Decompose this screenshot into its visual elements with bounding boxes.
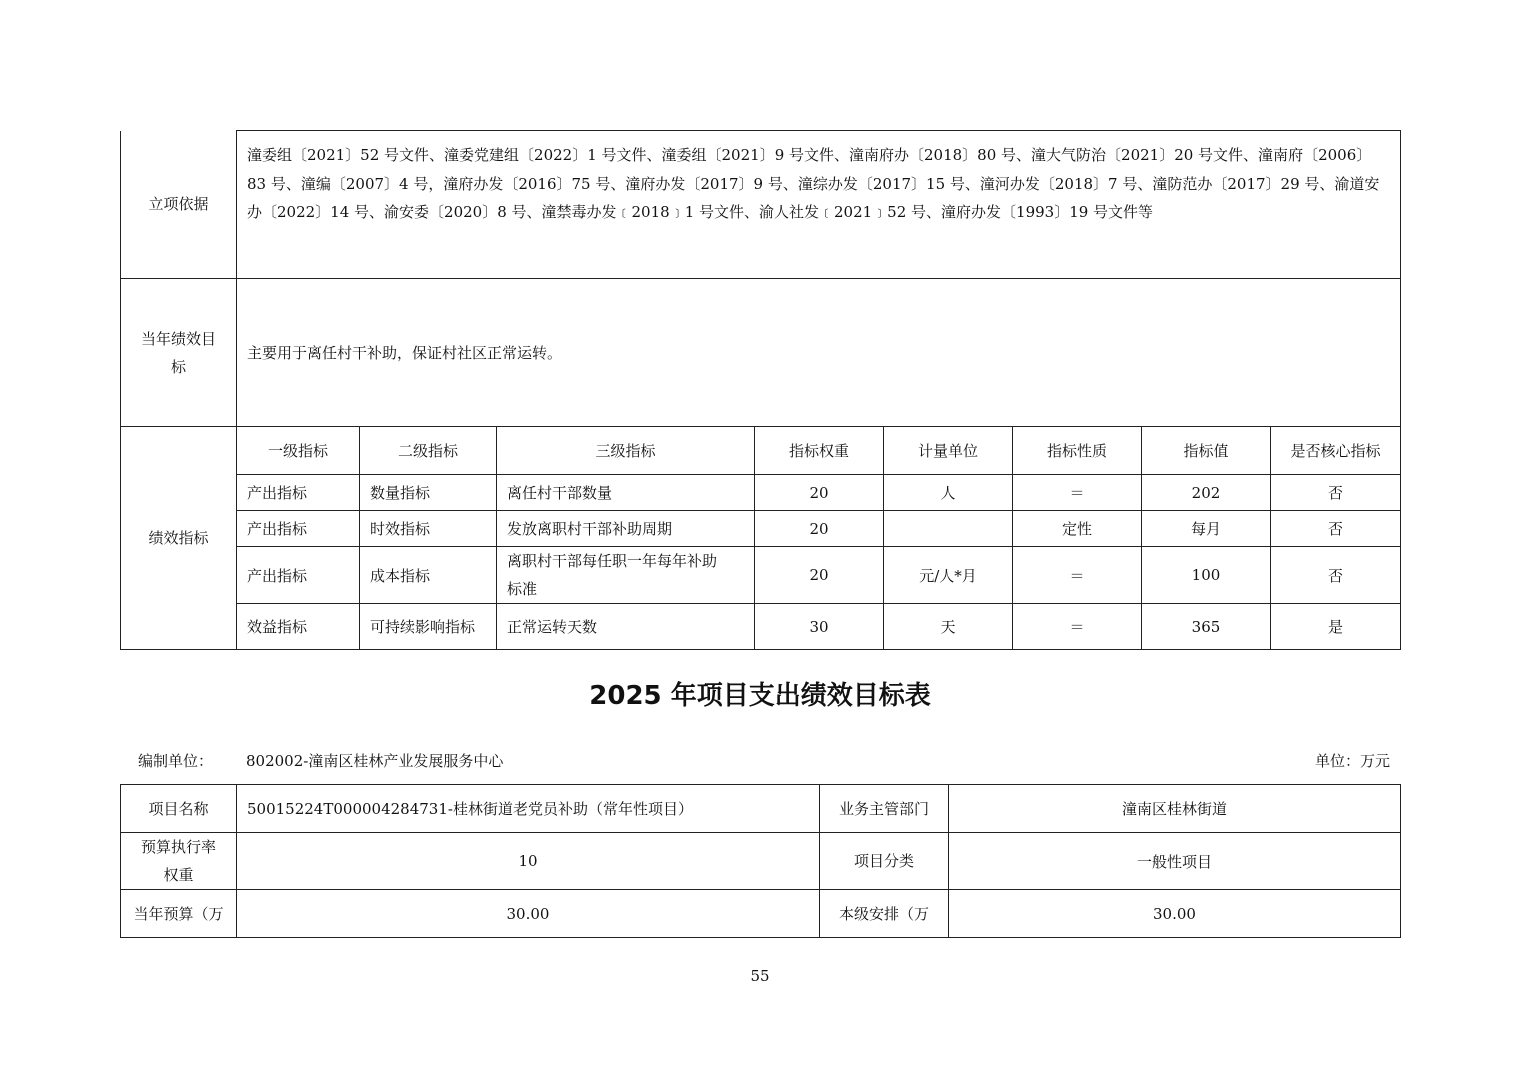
row-level1: 产出指标 [237, 475, 360, 511]
indicator-label: 绩效指标 [121, 427, 237, 650]
row-level3: 正常运转天数 [497, 604, 755, 650]
row-value: 每月 [1142, 511, 1271, 547]
row-nature: ＝ [1013, 475, 1142, 511]
exec-rate-label-line1: 预算执行率 [140, 838, 216, 856]
table-row [121, 547, 1401, 604]
category-label: 项目分类 [820, 833, 949, 890]
goal-label [121, 279, 237, 427]
project-name-label: 项目名称 [121, 785, 237, 833]
row-core: 否 [1271, 511, 1401, 547]
basis-label: 立项依据 [121, 131, 237, 279]
row-level2: 成本指标 [360, 547, 497, 604]
budget-row [121, 890, 1401, 938]
category-value: 一般性项目 [949, 833, 1401, 890]
row-level1: 产出指标 [237, 547, 360, 604]
basis-text: 潼委组〔2021〕52 号文件、潼委党建组〔2022〕1 号文件、潼委组〔2021〕9 号文件、潼南府办〔2018〕80 号、潼大气防治〔2021〕20 号文件、潼南府〔2006〕83 号、潼编〔2007〕4 号，潼府办发〔2016〕75 号、潼府办发〔2017〕9 号、潼综办发〔2017〕15 号、潼河办发〔2018〕7 号、潼防范办〔2017〕29 号、渝道安办〔2022〕14 号、渝安委〔2020〕8 号、潼禁毒办发﹝2018﹞1 号文件、渝人社发﹝2021﹞52 号、潼府办发〔1993〕19 号文件等 [237, 131, 1401, 279]
header-value: 指标值 [1142, 427, 1271, 475]
local-arrangement-value: 30.00 [949, 890, 1401, 938]
header-nature: 指标性质 [1013, 427, 1142, 475]
row-unit: 人 [884, 475, 1013, 511]
row-level1: 产出指标 [237, 511, 360, 547]
row-core: 否 [1271, 547, 1401, 604]
row-weight: 20 [755, 511, 884, 547]
row-level3: 发放离职村干部补助周期 [497, 511, 755, 547]
header-level2: 二级指标 [360, 427, 497, 475]
table-row [121, 475, 1401, 511]
row-weight: 30 [755, 604, 884, 650]
project-name-row [121, 785, 1401, 833]
basis-row [121, 131, 1401, 279]
row-level1: 效益指标 [237, 604, 360, 650]
row-level2: 时效指标 [360, 511, 497, 547]
exec-rate-value: 10 [237, 833, 820, 890]
row-weight: 20 [755, 547, 884, 604]
table-row [121, 511, 1401, 547]
header-core: 是否核心指标 [1271, 427, 1401, 475]
row-core: 否 [1271, 475, 1401, 511]
budget-value: 30.00 [237, 890, 820, 938]
performance-table-top [120, 130, 1401, 650]
page-title: 2025 年项目支出绩效目标表 [589, 681, 931, 711]
dept-value: 潼南区桂林街道 [949, 785, 1401, 833]
row-level3: 离任村干部数量 [497, 475, 755, 511]
row-value: 365 [1142, 604, 1271, 650]
row-nature: ＝ [1013, 604, 1142, 650]
row-level2: 可持续影响指标 [360, 604, 497, 650]
row-core: 是 [1271, 604, 1401, 650]
row-unit [884, 511, 1013, 547]
header-level1: 一级指标 [237, 427, 360, 475]
row-level3-line2: 标准 [507, 580, 538, 598]
exec-rate-label-line2: 权重 [163, 866, 194, 884]
exec-rate-row [121, 833, 1401, 890]
header-level3: 三级指标 [497, 427, 755, 475]
row-unit: 元/人*月 [884, 547, 1013, 604]
goal-text: 主要用于离任村干补助，保证村社区正常运转。 [237, 279, 1401, 427]
goal-row [121, 279, 1401, 427]
row-level3 [497, 547, 755, 604]
row-level3-line1: 离职村干部每任职一年每年补助 [507, 552, 718, 570]
project-info-table [120, 784, 1401, 938]
row-nature: ＝ [1013, 547, 1142, 604]
goal-label-line2: 标 [170, 357, 186, 376]
header-unit: 计量单位 [884, 427, 1013, 475]
row-nature: 定性 [1013, 511, 1142, 547]
row-value: 100 [1142, 547, 1271, 604]
budget-label: 当年预算（万 [121, 890, 237, 938]
compiling-unit-label: 编制单位： [138, 752, 214, 770]
row-unit: 天 [884, 604, 1013, 650]
indicator-header-row [121, 427, 1401, 475]
local-arrangement-label: 本级安排（万 [820, 890, 949, 938]
currency-unit: 单位：万元 [1314, 752, 1390, 770]
page-number: 55 [750, 967, 770, 985]
goal-label-line1: 当年绩效目 [140, 329, 216, 348]
project-name-value: 50015224T000004284731-桂林街道老党员补助（常年性项目） [237, 785, 820, 833]
table-row [121, 604, 1401, 650]
exec-rate-label [121, 833, 237, 890]
row-value: 202 [1142, 475, 1271, 511]
row-weight: 20 [755, 475, 884, 511]
dept-label: 业务主管部门 [820, 785, 949, 833]
header-weight: 指标权重 [755, 427, 884, 475]
compiling-unit-value: 802002-潼南区桂林产业发展服务中心 [246, 752, 504, 770]
row-level2: 数量指标 [360, 475, 497, 511]
